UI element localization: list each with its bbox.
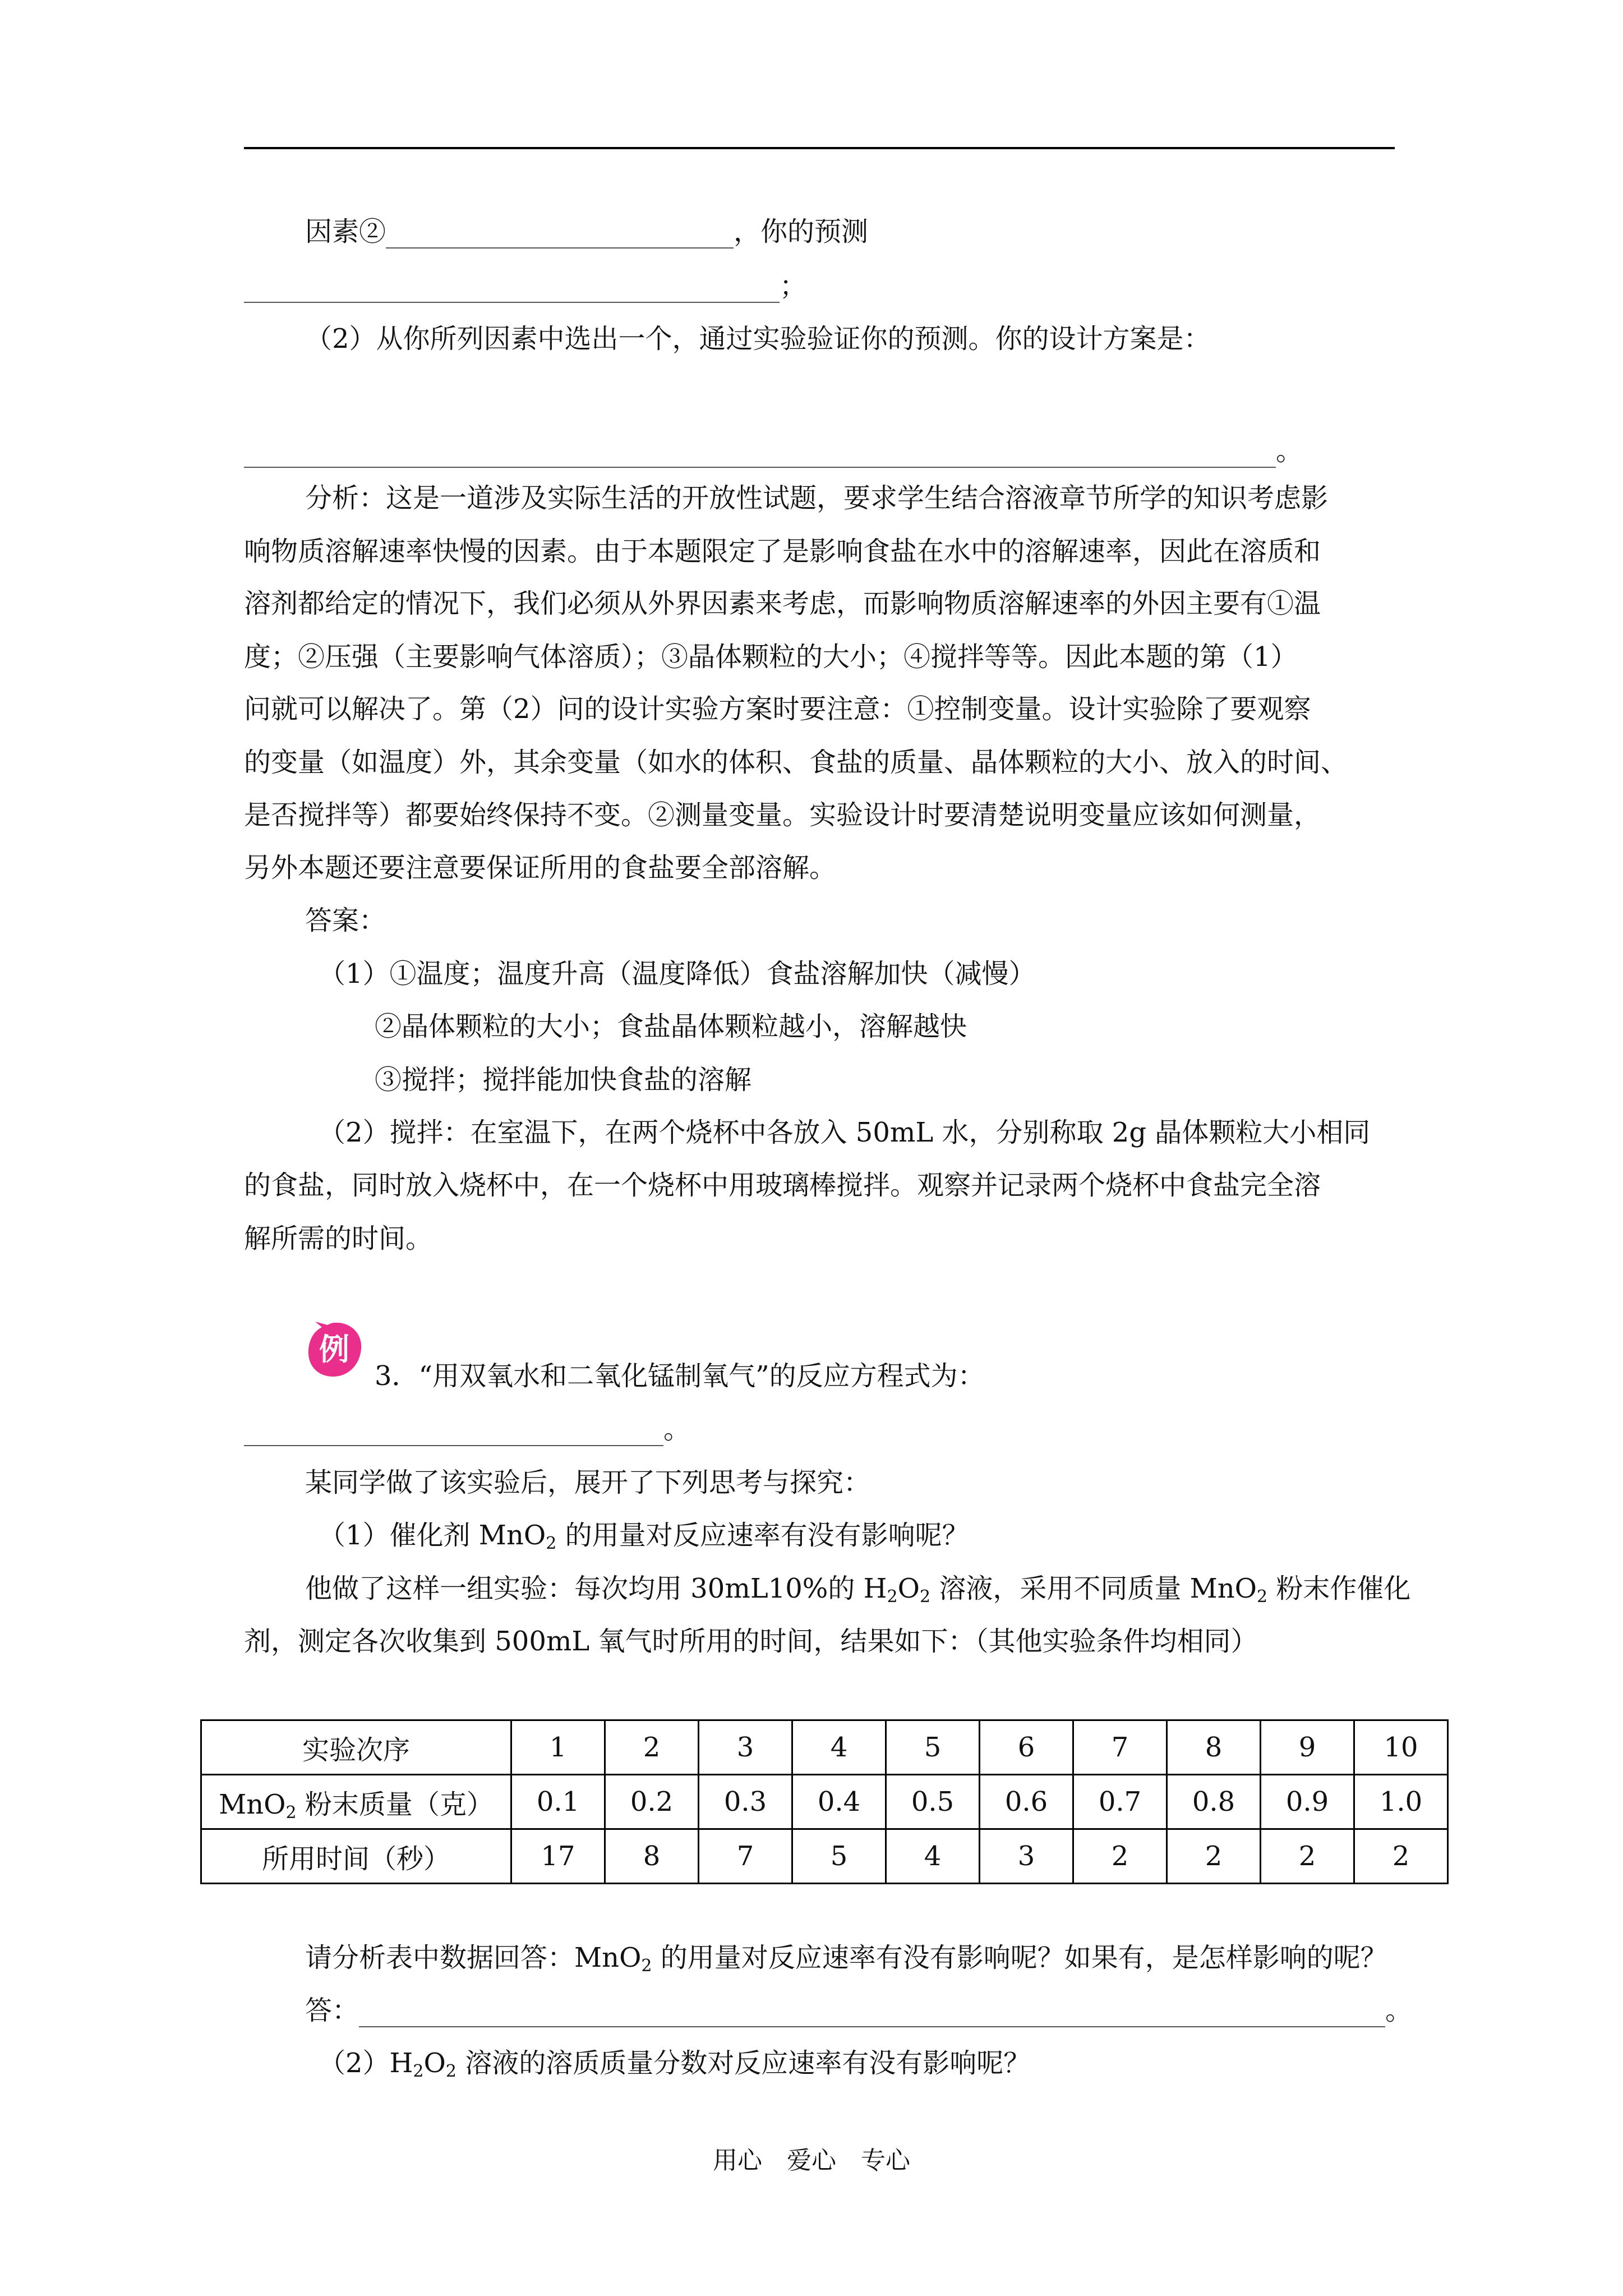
analysis-line: 是否搅拌等）都要始终保持不变。②测量变量。实验设计时要清楚说明变量应该如何测量， [244, 799, 1321, 831]
answer-line: （1）①温度；温度升高（温度降低）食盐溶解加快（减慢） [319, 958, 1036, 990]
design-line [244, 434, 1303, 468]
table-cell: 2 [1354, 1829, 1448, 1884]
table-cell: 2 [1261, 1829, 1354, 1884]
analysis-question: 请分析表中数据回答：MnO$_2$ 的用量对反应速率有没有影响呢？如果有，是怎样影响的呢？ [305, 1942, 1387, 1976]
header-rule [244, 147, 1395, 149]
example-exp1: 他做了这样一组实验：每次均用 30mL10%的 $H_2O_2$ 溶液，采用不同质量 MnO$_2$ 粉末作催化 [305, 1573, 1411, 1607]
table-cell: 0.6 [980, 1775, 1073, 1829]
table-cell: 4 [886, 1829, 980, 1884]
answer2-line: （2）搅拌：在室温下，在两个烧杯中各放入 50mL 水，分别称取 2g 晶体颗粒大小相同 [319, 1117, 1371, 1148]
table-row [201, 1720, 1448, 1775]
table-cell: 0.4 [792, 1775, 886, 1829]
table-cell: 2 [1073, 1829, 1167, 1884]
page-footer: 用心 爱心 专心 [713, 2146, 910, 2175]
table-cell: 1 [511, 1720, 605, 1775]
design-blank[interactable] [244, 442, 1276, 468]
table-cell: 0.3 [699, 1775, 792, 1829]
prediction-blank[interactable] [244, 277, 780, 303]
table-row [201, 1829, 1448, 1884]
answer-prefix: 答： [305, 1995, 359, 2026]
analysis-line: 度；②压强（主要影响气体溶质）；③晶体颗粒的大小；④搅拌等等。因此本题的第（1） [244, 641, 1298, 673]
table-cell: 0.7 [1073, 1775, 1167, 1829]
equation-line [244, 1412, 690, 1446]
example-q1: （1）催化剂 MnO$_2$ 的用量对反应速率有没有影响呢？ [319, 1520, 969, 1553]
answer-blank-line [305, 1994, 1412, 2027]
table-cell: 7 [699, 1829, 792, 1884]
table-cell: 8 [1167, 1720, 1261, 1775]
example-exp2: 剂，测定各次收集到 500mL 氧气时所用的时间，结果如下：（其他实验条件均相同） [244, 1626, 1258, 1657]
equation-blank[interactable] [244, 1420, 663, 1446]
answer-line: ②晶体颗粒的大小；食盐晶体颗粒越小，溶解越快 [375, 1011, 967, 1042]
factor2-blank[interactable] [386, 223, 734, 249]
table-cell: 1.0 [1354, 1775, 1448, 1829]
answer2-line: 解所需的时间。 [244, 1223, 433, 1254]
analysis-line: 响物质溶解速率快慢的因素。由于本题限定了是影响食盐在水中的溶解速率，因此在溶质和 [244, 536, 1321, 567]
answer2-line: 的食盐，同时放入烧杯中，在一个烧杯中用玻璃棒搅拌。观察并记录两个烧杯中食盐完全溶 [244, 1170, 1321, 1201]
analysis-line: 分析：这是一道涉及实际生活的开放性试题，要求学生结合溶液章节所学的知识考虑影 [305, 482, 1329, 514]
table-cell: 3 [699, 1720, 792, 1775]
table-cell: 2 [605, 1720, 699, 1775]
table-cell: 6 [980, 1720, 1073, 1775]
factor2-line [305, 215, 868, 249]
table-cell: 10 [1354, 1720, 1448, 1775]
table-cell: 17 [511, 1829, 605, 1884]
table-cell: 0.9 [1261, 1775, 1354, 1829]
answer-label: 答案： [305, 905, 386, 936]
factor2-label: 因素② [305, 216, 386, 247]
period: 。 [1276, 435, 1303, 467]
q2-line: （2）从你所列因素中选出一个，通过实验验证你的预测。你的设计方案是： [305, 323, 1211, 355]
analysis-line: 另外本题还要注意要保证所用的食盐要全部溶解。 [244, 852, 837, 884]
experiment-table [200, 1719, 1449, 1884]
answer-blank[interactable] [359, 2001, 1385, 2027]
table-cell: 0.2 [605, 1775, 699, 1829]
period: 。 [1385, 1995, 1413, 2026]
table-cell: 5 [792, 1829, 886, 1884]
analysis-line: 的变量（如温度）外，其余变量（如水的体积、食盐的质量、晶体颗粒的大小、放入的时间、 [244, 747, 1348, 778]
table-header-cell: 实验次序 [201, 1720, 511, 1775]
table-row [201, 1775, 1448, 1829]
example-badge-icon [305, 1320, 363, 1379]
table-cell: 5 [886, 1720, 980, 1775]
example-badge-text: 例 [319, 1332, 349, 1367]
table-cell: 7 [1073, 1720, 1167, 1775]
table-cell: 8 [605, 1829, 699, 1884]
table-header-cell: MnO$_2$ 粉末质量（克） [201, 1775, 511, 1829]
table-cell: 4 [792, 1720, 886, 1775]
example-intro: 某同学做了该实验后，展开了下列思考与探究： [305, 1467, 871, 1498]
table-cell: 0.5 [886, 1775, 980, 1829]
analysis-line: 溶剂都给定的情况下，我们必须从外界因素来考虑，而影响物质溶解速率的外因主要有①温 [244, 588, 1321, 619]
period: 。 [663, 1414, 691, 1445]
table-cell: 3 [980, 1829, 1073, 1884]
answer-line: ③搅拌；搅拌能加快食盐的溶解 [375, 1064, 752, 1096]
table-cell: 0.1 [511, 1775, 605, 1829]
table-header-cell: 所用时间（秒） [201, 1829, 511, 1884]
example-q2: $(2)H_2O_2$ 溶液的溶质质量分数对反应速率有没有影响呢？ [319, 2047, 1031, 2081]
example-title: 3．“用双氧水和二氧化锰制氧气”的反应方程式为： [375, 1360, 985, 1392]
table-cell: 0.8 [1167, 1775, 1261, 1829]
table-cell: 9 [1261, 1720, 1354, 1775]
prediction-line [244, 269, 806, 303]
analysis-line: 问就可以解决了。第（2）问的设计实验方案时要注意：①控制变量。设计实验除了要观察 [244, 693, 1311, 725]
semicolon: ； [780, 270, 807, 302]
factor2-after: ，你的预测 [734, 216, 869, 247]
table-cell: 2 [1167, 1829, 1261, 1884]
